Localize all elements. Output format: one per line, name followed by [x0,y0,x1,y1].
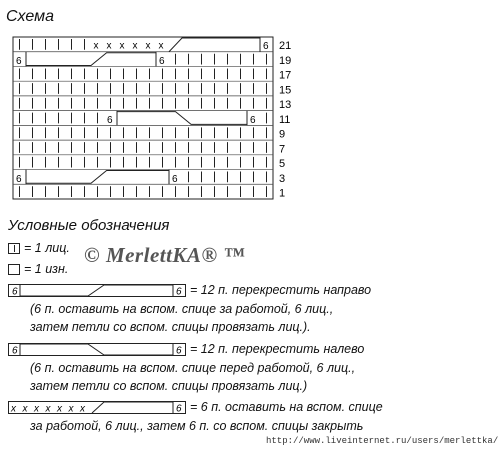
cross-left-six-right: 6 [176,345,182,356]
hold-cross-mark: x [45,403,51,414]
legend-title: Условные обозначения [8,217,170,234]
knit-symbol-icon [8,243,20,254]
cross-stitch-mark: x [132,40,138,52]
row-number: 19 [279,54,292,67]
hold-cross-mark: x [11,403,16,414]
cable-line [26,53,156,66]
chart-frame [13,37,273,199]
legend-cross-left [8,342,364,356]
cable-line [169,38,260,52]
row-number: 5 [279,158,286,171]
hold-cross-mark: x [68,403,74,414]
row-number: 13 [279,99,292,112]
source-url: http://www.liveinternet.ru/users/merlettka/ [266,436,498,446]
cross-right-symbol-icon [8,284,186,297]
legend-knit-text: = 1 лиц. [24,241,70,255]
cross-right-six-right: 6 [176,286,182,297]
cross-stitch-mark: x [119,40,125,52]
cross-left-six-left: 6 [12,345,18,356]
cable-six-label: 6 [172,173,178,185]
row-number: 7 [279,143,286,156]
cable-six-label: 6 [107,114,113,126]
cable-six-label: 6 [159,55,165,67]
cross-left-note-1: (6 п. оставить на вспом. спице перед работой, 6 лиц., [30,361,356,375]
hold-note-1: за работой, 6 лиц., затем 6 п. со вспом. спицы закрыть [30,419,364,433]
hold-text: = 6 п. оставить на вспом. спице [190,400,383,414]
row-number: 9 [279,128,286,141]
hold-six: 6 [176,403,182,414]
cross-stitch-mark: x [158,40,164,52]
legend-cross-right [8,283,371,297]
cable-six-label: 6 [16,173,22,185]
purl-symbol-icon [8,264,20,275]
hold-cross-mark: x [80,403,85,414]
row-number: 1 [279,187,286,200]
legend-purl [8,262,68,276]
watermark: © MerlettKA® ™ [84,243,245,267]
chart-title: Схема [6,8,54,25]
cross-right-text: = 12 п. перекрестить направо [190,283,372,297]
cross-stitch-mark: x [145,40,151,52]
legend-knit [8,241,70,255]
row-number: 21 [279,40,292,53]
cable-line [26,171,169,184]
legend-hold [8,400,383,414]
hold-symbol-icon [8,401,186,414]
row-number: 11 [279,113,291,126]
hold-cross-mark: x [57,403,62,414]
hold-cross-mark: x [34,403,39,414]
cable-six-label: 6 [250,114,256,126]
knitting-chart [0,0,412,212]
cross-left-symbol-icon [8,343,186,356]
cable-line [117,112,247,125]
cross-right-note-2: затем петли со вспом. спицы провязать лиц.). [30,320,311,334]
cross-stitch-mark: x [93,40,99,52]
hold-cross-mark: x [22,403,28,414]
cable-six-label: 6 [16,55,22,67]
cross-right-note-1: (6 п. оставить на вспом. спице за работой, 6 лиц., [30,302,334,316]
cross-right-six-left: 6 [12,286,18,297]
cross-left-text: = 12 п. перекрестить налево [190,342,365,356]
cross-stitch-mark: x [106,40,112,52]
cable-six-label: 6 [263,41,269,53]
row-number: 3 [279,172,286,185]
row-number: 17 [279,69,292,82]
legend-purl-text: = 1 изн. [24,262,69,276]
row-number: 15 [279,84,292,97]
cross-left-note-2: затем петли со вспом. спицы провязать лиц.) [30,379,308,393]
